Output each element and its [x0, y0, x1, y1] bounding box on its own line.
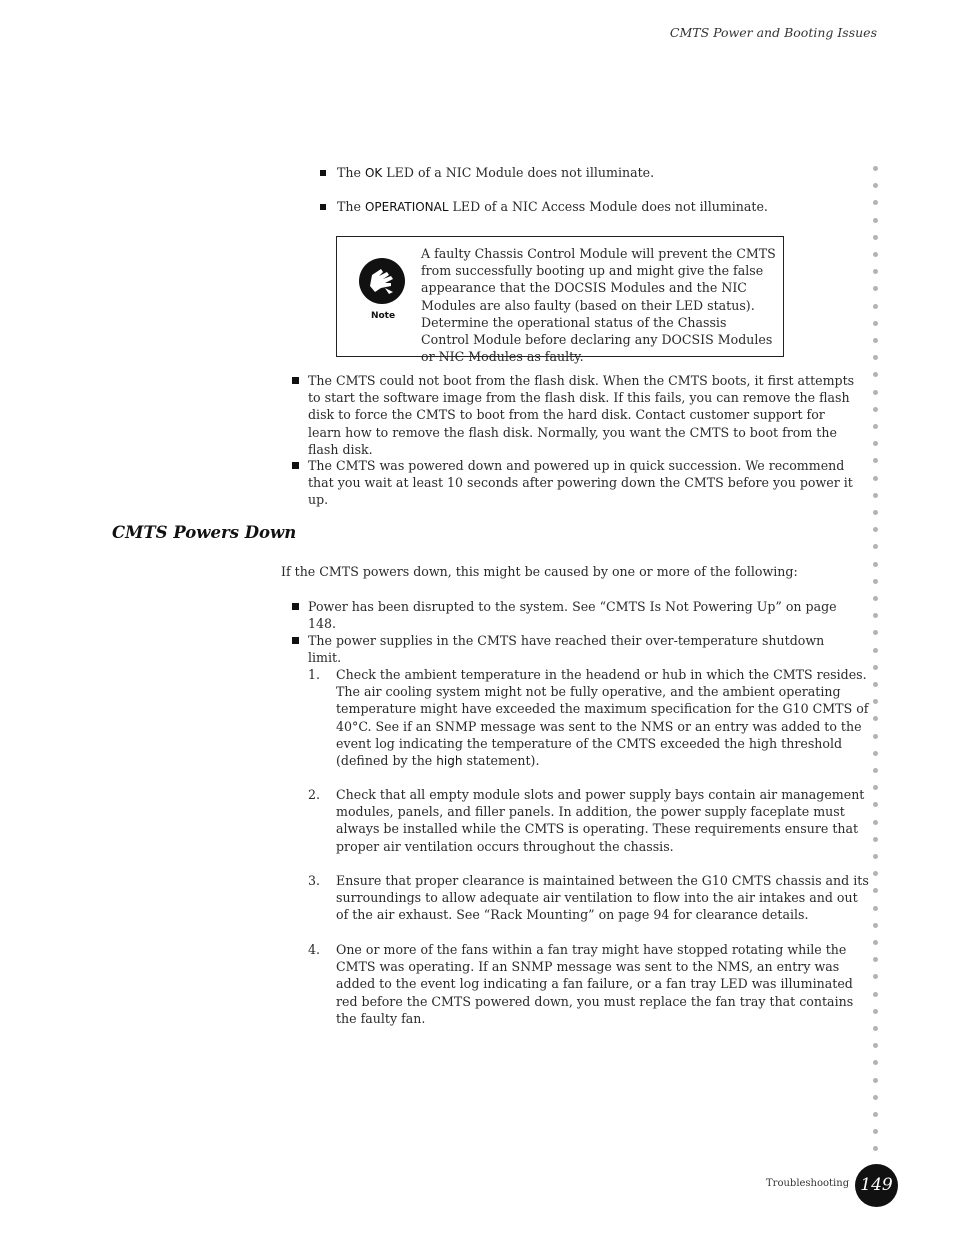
margin-dot [873, 906, 878, 911]
margin-dot [873, 785, 878, 790]
margin-dot [873, 596, 878, 601]
margin-dot [873, 665, 878, 670]
margin-dot [873, 338, 878, 343]
list-item [292, 372, 856, 458]
list-item [292, 598, 856, 632]
margin-dot [873, 1078, 878, 1083]
bullet-icon [292, 637, 299, 644]
step-text: One or more of the fans within a fan tray might have stopped rotating while the CMTS was operating. If an SNMP message was sent to the NMS, an entry was added to the event log indicating a fan failure, or a fan tray LED was illuminated red before the CMTS powered down, you must replace the fan tray that contains the faulty fan. [336, 942, 854, 1026]
margin-dot [873, 1146, 878, 1151]
margin-dot [873, 166, 878, 171]
margin-dot [873, 871, 878, 876]
margin-dot [873, 923, 878, 928]
note-label: Note [370, 311, 396, 321]
margin-dot [873, 613, 878, 618]
code-term: OPERATIONAL [364, 200, 449, 214]
margin-dot [873, 940, 878, 945]
page-number: 149 [855, 1164, 898, 1207]
footer-section-label: Troubleshooting [766, 1178, 850, 1189]
hand-note-icon [359, 258, 405, 304]
margin-dot [873, 957, 878, 962]
bullet-icon [320, 204, 326, 210]
margin-dot [873, 1026, 878, 1031]
margin-dot [873, 579, 878, 584]
margin-dot [873, 1060, 878, 1065]
bullet-icon [292, 377, 299, 384]
bullet-text: LED of a NIC Access Module does not illuminate. [448, 199, 768, 214]
margin-dot [873, 888, 878, 893]
step-number: 2. [308, 787, 321, 802]
margin-dot [873, 235, 878, 240]
bullet-text: The CMTS was powered down and powered up in quick succession. We recommend that you wait at least 10 seconds after powering down the CMTS before you power it up. [308, 458, 853, 508]
margin-dot [873, 441, 878, 446]
margin-dot [873, 304, 878, 309]
list-item [292, 632, 856, 666]
margin-dot [873, 218, 878, 223]
margin-dot [873, 1129, 878, 1134]
margin-dot [873, 562, 878, 567]
bullet-icon [320, 170, 326, 176]
numbered-step [308, 941, 869, 1027]
bullet-text: Power has been disrupted to the system. See “CMTS Is Not Powering Up” on page 148. [308, 599, 837, 632]
margin-dot [873, 510, 878, 515]
code-term: OK [364, 166, 383, 180]
margin-dot [873, 854, 878, 859]
margin-dot [873, 1009, 878, 1014]
margin-dot [873, 321, 878, 326]
code-term: high [436, 754, 463, 769]
margin-dot [873, 200, 878, 205]
margin-dot [873, 286, 878, 291]
margin-dot [873, 751, 878, 756]
bullet-text: LED of a NIC Module does not illuminate. [382, 165, 655, 180]
margin-dot [873, 355, 878, 360]
margin-dot [873, 269, 878, 274]
margin-dot [873, 716, 878, 721]
list-item [320, 198, 797, 216]
margin-dot [873, 992, 878, 997]
margin-dot [873, 1095, 878, 1100]
step-number: 4. [308, 942, 321, 957]
margin-dot [873, 493, 878, 498]
list-item [320, 164, 797, 182]
margin-dot [873, 458, 878, 463]
margin-dot [873, 768, 878, 773]
margin-dot [873, 252, 878, 257]
step-number: 3. [308, 873, 321, 888]
margin-dot [873, 699, 878, 704]
numbered-step [308, 872, 869, 924]
step-text: Check that all empty module slots and power supply bays contain air management modules, panels, and filler panels. In addition, the power supply faceplate must always be installed while the CMTS is operating. These requirements ensure that proper air ventilation occurs throughout the chassis. [336, 787, 865, 854]
running-head: CMTS Power and Booting Issues [669, 25, 877, 40]
step-text: Check the ambient temperature in the headend or hub in which the CMTS resides. The air cooling system might not be fully operative, and the ambient operating temperature might have exceeded the maximum specification for the G10 CMTS of 40°C. See if an SNMP message was sent to the NMS or an entry was added to the event log indicating the temperature of the CMTS exceeded the high threshold (defined by the [336, 667, 869, 769]
margin-dot [873, 527, 878, 532]
section-heading: CMTS Powers Down [112, 523, 297, 542]
note-box [336, 236, 784, 365]
bullet-icon [292, 603, 299, 610]
bullet-text: The power supplies in the CMTS have reached their over-temperature shutdown limit. [308, 633, 825, 666]
margin-dot [873, 648, 878, 653]
list-item [292, 457, 856, 509]
step-number: 1. [308, 667, 321, 682]
bullet-text: The [337, 199, 365, 214]
margin-dot [873, 372, 878, 377]
margin-dot [873, 1043, 878, 1048]
margin-dot [873, 1112, 878, 1117]
margin-dot-rule [873, 166, 881, 1156]
bullet-text: The CMTS could not boot from the flash disk. When the CMTS boots, it first attempts to start the software image from the flash disk. If this fails, you can remove the flash disk to force the CMTS to boot from the hard disk. Contact customer support for learn how to remove the flash disk. Normally, you want the CMTS to boot from the flash disk. [308, 373, 855, 457]
margin-dot [873, 476, 878, 481]
margin-dot [873, 183, 878, 188]
margin-dot [873, 682, 878, 687]
margin-dot [873, 407, 878, 412]
numbered-step [308, 786, 869, 855]
margin-dot [873, 390, 878, 395]
margin-dot [873, 802, 878, 807]
step-text: Ensure that proper clearance is maintained between the G10 CMTS chassis and its surroundings to allow adequate air ventilation to flow into the air intakes and out of the air exhaust. See “Rack Mounting” on page 94 for clearance details. [336, 873, 869, 923]
margin-dot [873, 630, 878, 635]
numbered-step [308, 666, 869, 770]
margin-dot [873, 544, 878, 549]
note-text: A faulty Chassis Control Module will prevent the CMTS from successfully booting up and might give the false appearance that the DOCSIS Modules and the NIC Modules are also faulty (based on their LED status). Determine the operational status of the Chassis Control Module before declaring any DOCSIS Modules or NIC Modules as faulty. [421, 246, 776, 365]
bullet-icon [292, 462, 299, 469]
margin-dot [873, 837, 878, 842]
margin-dot [873, 734, 878, 739]
step-text: statement). [462, 753, 540, 769]
margin-dot [873, 424, 878, 429]
margin-dot [873, 820, 878, 825]
margin-dot [873, 974, 878, 979]
bullet-text: The [337, 165, 365, 180]
section-intro: If the CMTS powers down, this might be caused by one or more of the following: [281, 564, 798, 579]
